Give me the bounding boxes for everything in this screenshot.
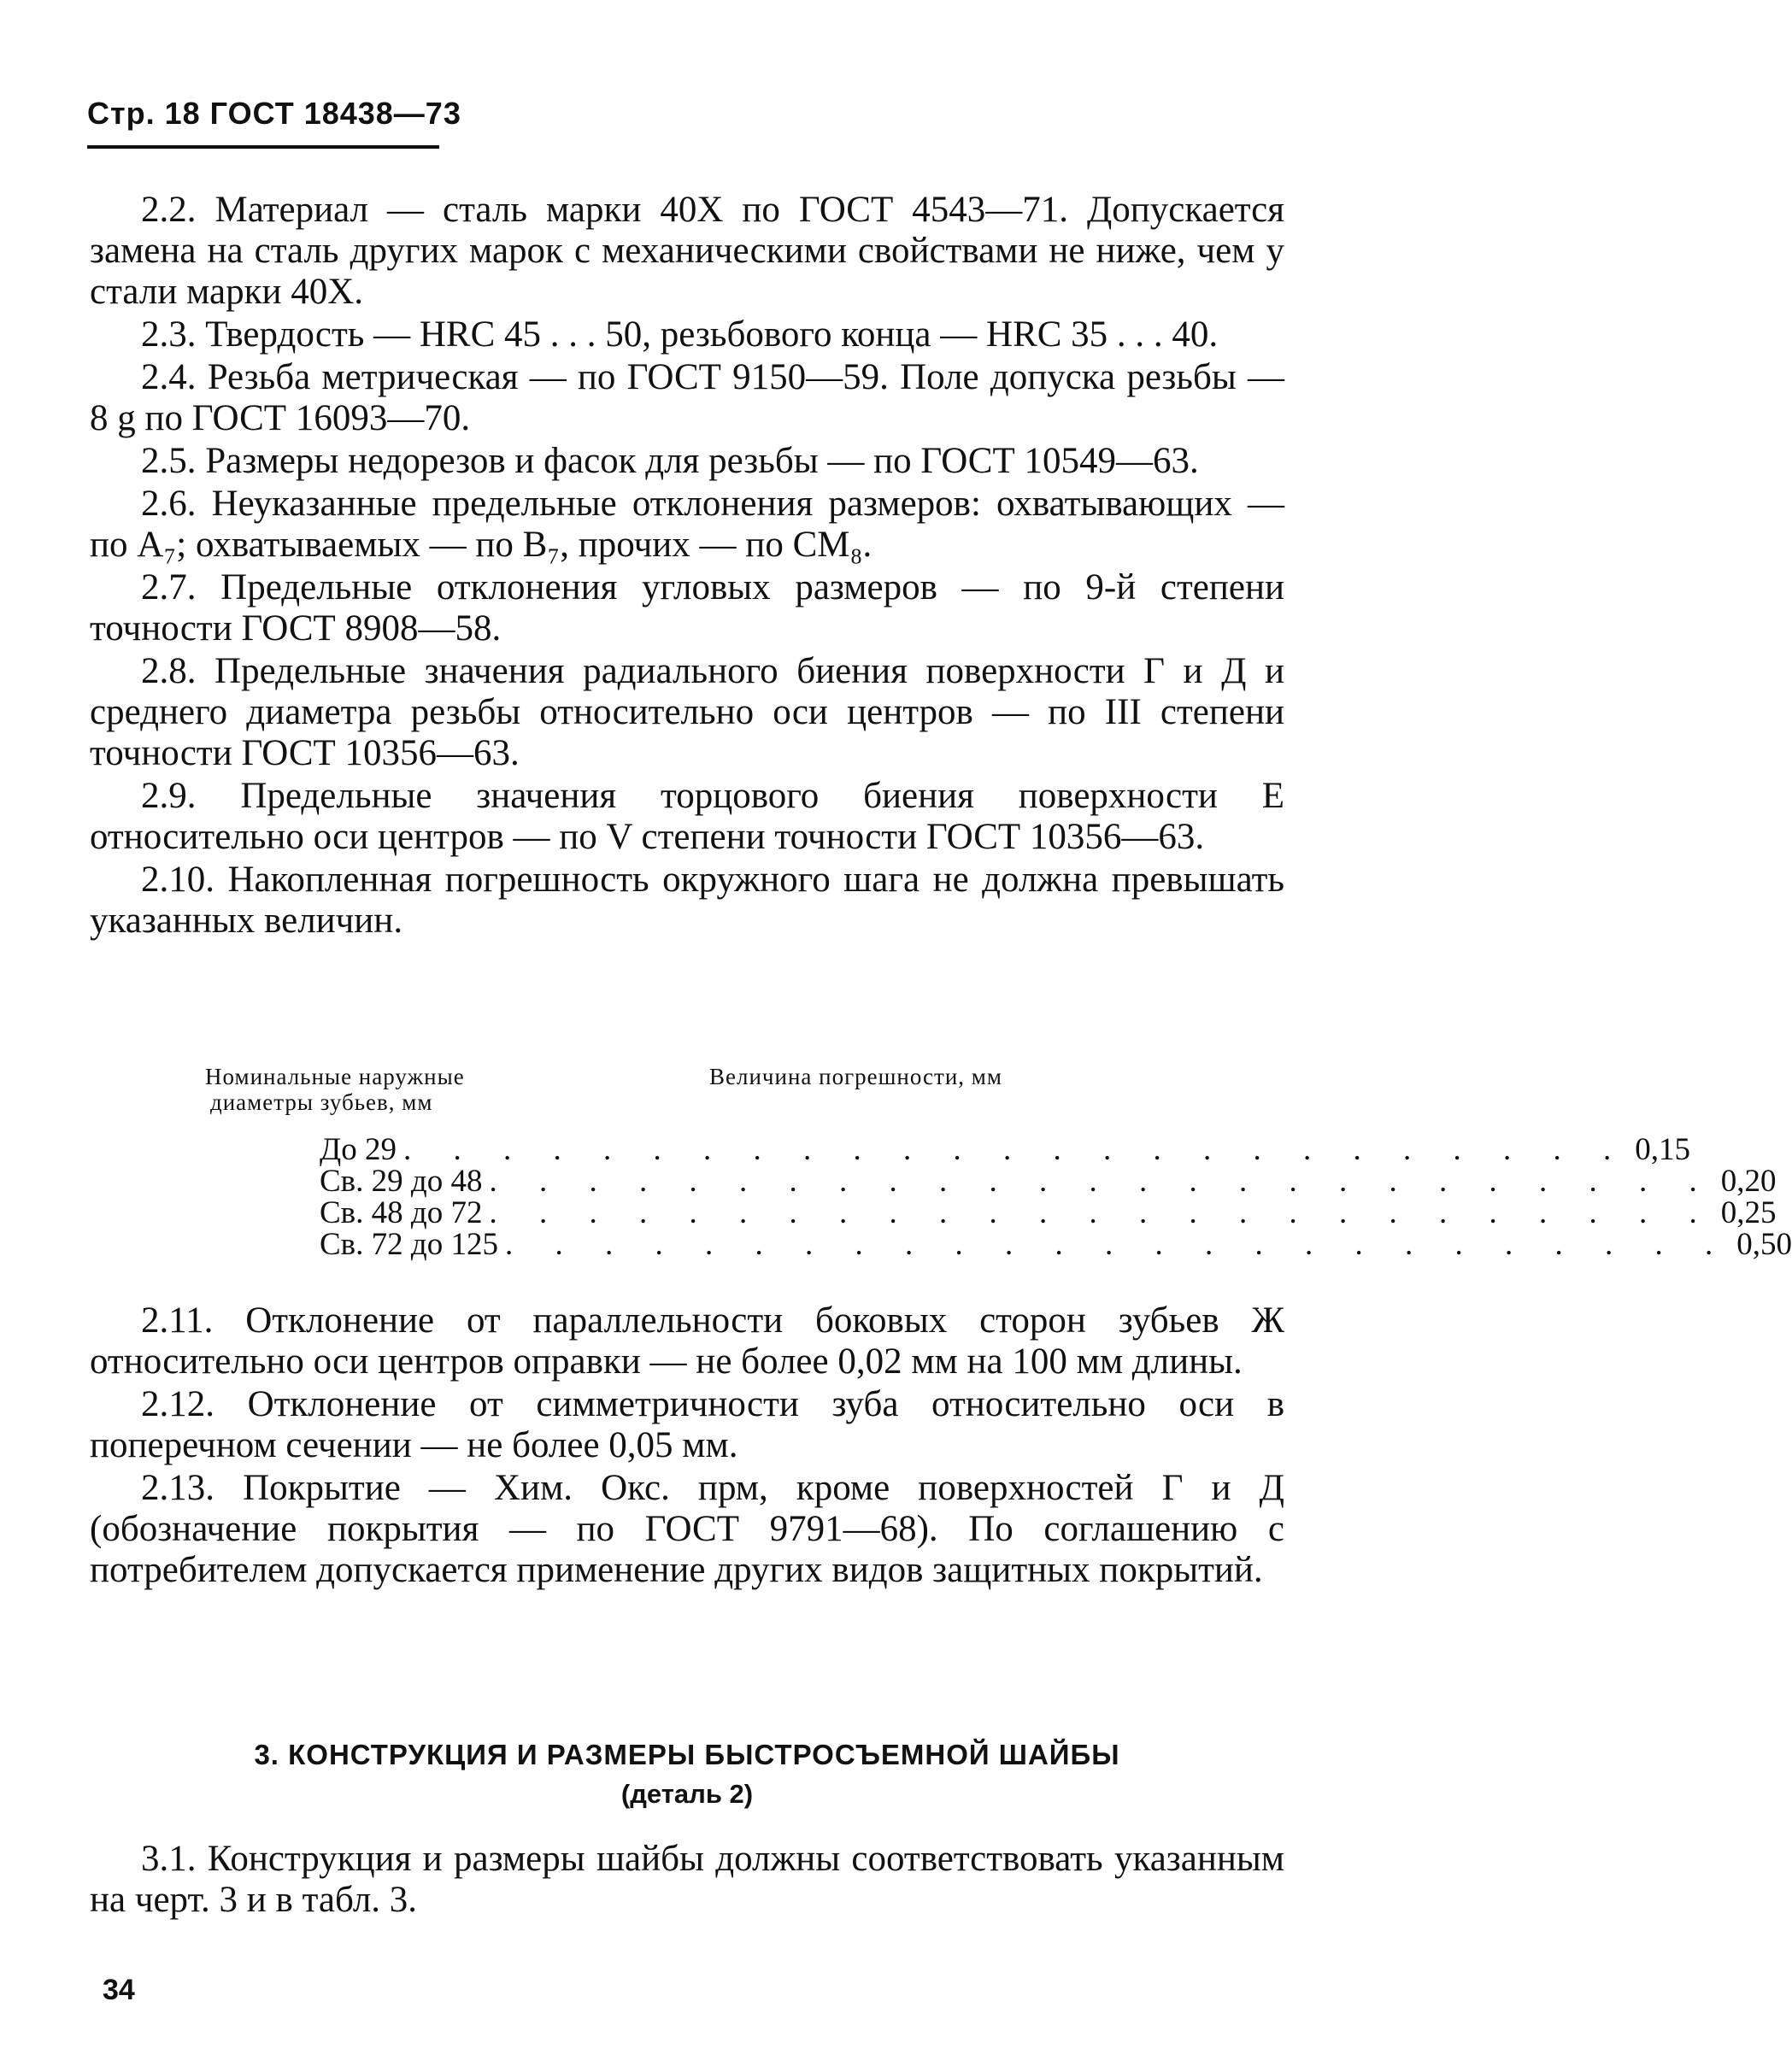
- requirements-text-top: [90, 190, 1284, 943]
- table-body: [320, 1132, 1792, 1262]
- paragraph-2-12: 2.12. Отклонение от симметричности зуба относительно оси в поперечном сечении — не более 0,05 мм.: [90, 1384, 1284, 1465]
- row-label: Св. 72 до 125: [320, 1227, 498, 1262]
- row-label: Св. 29 до 48: [320, 1164, 483, 1199]
- paragraph-2-10: 2.10. Накопленная погрешность окружного шага не должна превышать указанных величин.: [90, 860, 1284, 941]
- row-label: До 29: [320, 1132, 397, 1167]
- leader-dots: . . . . . . . . . . . . . . . . . . . . . . . . .: [403, 1132, 1629, 1167]
- leader-dots: . . . . . . . . . . . . . . . . . . . . . . . . .: [504, 1227, 1730, 1262]
- table-header-error: Величина погрешности, мм: [709, 1064, 1002, 1089]
- table-row: [320, 1227, 1792, 1262]
- section-text: [90, 1839, 1284, 1922]
- paragraph-2-6: 2.6. Неуказанные предельные отклонения размеров: охватывающих — по A₇; охватываемых — по B₇, прочих — по CM₈.: [90, 484, 1284, 565]
- table-row: [320, 1132, 1690, 1167]
- paragraph-2-4: 2.4. Резьба метрическая — по ГОСТ 9150—59. Поле допуска резьбы — 8 g по ГОСТ 16093—70.: [90, 357, 1284, 438]
- row-value: 0,25: [1720, 1195, 1777, 1230]
- paragraph-2-3: 2.3. Твердость — HRC 45 . . . 50, резьбового конца — HRC 35 . . . 40.: [141, 314, 1219, 355]
- pitch-error-table: [205, 1064, 1792, 1262]
- row-value: 0,15: [1635, 1132, 1690, 1167]
- paragraph-2-7: 2.7. Предельные отклонения угловых размеров — по 9-й степени точности ГОСТ 8908—58.: [90, 567, 1284, 649]
- paragraph-2-13: 2.13. Покрытие — Хим. Окс. прм, кроме поверхностей Г и Д (обозначение покрытия — по ГОСТ 9791—68). По соглашению с потребителем допускается применение других видов защитных покрытий.: [90, 1468, 1284, 1590]
- requirements-text-bottom: [90, 1300, 1284, 1593]
- section-subtitle: (деталь 2): [620, 1779, 754, 1809]
- leader-dots: . . . . . . . . . . . . . . . . . . . . . . . . .: [489, 1195, 1714, 1230]
- paragraph-2-8: 2.8. Предельные значения радиального биения поверхности Г и Д и среднего диаметра резьбы относительно оси центров — по III степени точности ГОСТ 10356—63.: [90, 651, 1284, 773]
- table-header-diameter: Номинальные наружные диаметры зубьев, мм: [205, 1064, 465, 1115]
- paragraph-3-1: 3.1. Конструкция и размеры шайбы должны соответствовать указанным на черт. 3 и в табл. 3.: [90, 1839, 1284, 1920]
- paragraph-2-5: 2.5. Размеры недорезов и фасок для резьбы — по ГОСТ 10549—63.: [141, 441, 1199, 481]
- table-row: [320, 1195, 1777, 1230]
- leader-dots: . . . . . . . . . . . . . . . . . . . . . . . . .: [489, 1164, 1714, 1199]
- table-row: [320, 1164, 1777, 1199]
- row-value: 0,20: [1720, 1164, 1777, 1199]
- paragraph-2-9: 2.9. Предельные значения торцового биения поверхности Е относительно оси центров — по V степени точности ГОСТ 10356—63.: [90, 776, 1284, 857]
- page-number: 34: [103, 1974, 135, 2006]
- row-label: Св. 48 до 72: [320, 1195, 483, 1230]
- paragraph-2-11: 2.11. Отклонение от параллельности боковых сторон зубьев Ж относительно оси центров оправки — не более 0,02 мм на 100 мм длины.: [90, 1300, 1284, 1382]
- header-rule: [87, 145, 439, 149]
- row-value: 0,50: [1736, 1227, 1792, 1262]
- section-title: 3. КОНСТРУКЦИЯ И РАЗМЕРЫ БЫСТРОСЪЕМНОЙ ШАЙБЫ: [254, 1739, 1120, 1770]
- table-header: [205, 1064, 1188, 1115]
- page-header: Стр. 18 ГОСТ 18438—73: [87, 96, 461, 131]
- paragraph-2-2: 2.2. Материал — сталь марки 40Х по ГОСТ 4543—71. Допускается замена на сталь других марок с механическими свойствами не ниже, чем у стали марки 40Х.: [90, 190, 1284, 312]
